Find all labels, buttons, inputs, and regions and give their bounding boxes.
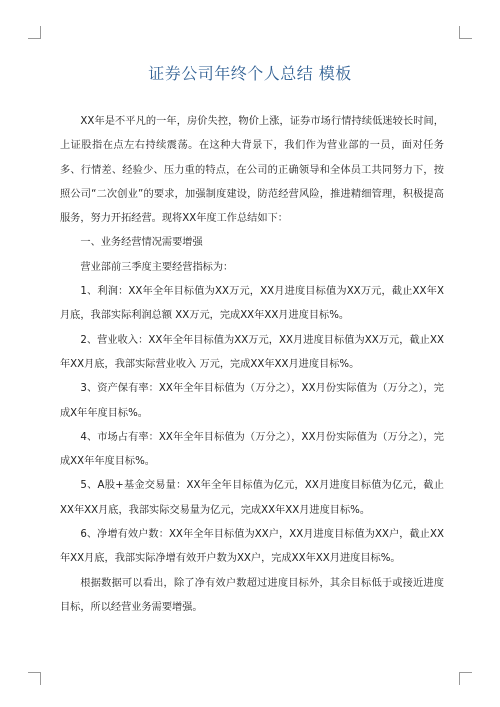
paragraph-conclusion: 根据数据可以看出，除了净有效户数超过进度目标外，其余目标低于或接近进度目标，所以经营业务需要增强。 <box>60 577 444 613</box>
crop-mark-bottom-right <box>459 672 472 685</box>
document-title: 证券公司年终个人总结 模板 <box>148 64 352 83</box>
crop-mark-top-right <box>459 26 472 39</box>
paragraph-intro: XX年是不平凡的一年，房价失控，物价上涨，证券市场行情持续低迷较长时间，上证股指在点左右持续震荡。在这种大背景下，我们作为营业部的一员，面对任务多、行情差、经验少、压力重的特点，在公司的正确领导和全体员工共同努力下，按照公司“二次创业”的要求，加强制度建设，防范经营风险，推进精细管理，积极提高服务，努力开拓经营。现将XX年度工作总结如下： <box>60 116 444 225</box>
paragraph-item-net-accounts: 6、净增有效户数：XX年全年目标值为XX户，XX月进度目标值为XX户，截止XX年XX月底，我部实际净增有效开户数为XX户，完成XX年XX月进度目标%。 <box>60 529 444 565</box>
crop-mark-bottom-left <box>28 672 41 685</box>
paragraph-item-trading-volume: 5、A股+基金交易量：XX年全年目标值为亿元，XX月进度目标值为亿元，截止XX年XX月底，我部实际交易量为亿元，完成XX年XX月进度目标%。 <box>60 480 444 516</box>
document-body <box>60 110 444 620</box>
paragraph-indicators-intro: 营业部前三季度主要经营指标为： <box>80 261 234 273</box>
paragraph-item-revenue: 2、营业收入：XX年全年目标值为XX万元，XX月进度目标值为XX万元，截止XX年XX月底，我部实际营业收入 万元，完成XX年XX月进度目标%。 <box>60 334 444 370</box>
paragraph-item-market-share: 4、市场占有率：XX年全年目标值为（万分之），XX月份实际值为（万分之），完成XX年年度目标%。 <box>60 431 444 468</box>
paragraph-item-profit: 1、利润：XX年全年目标值为XX万元，XX月进度目标值为XX万元，截止XX年X月底，我部实际利润总额 XX万元，完成XX年XX月进度目标%。 <box>60 286 444 322</box>
crop-mark-top-left <box>28 26 41 39</box>
section-heading: 一、业务经营情况需要增强 <box>80 237 203 249</box>
paragraph-item-asset-retention: 3、资产保有率：XX年全年目标值为（万分之），XX月份实际值为（万分之），完成X年年度目标%。 <box>60 383 444 419</box>
